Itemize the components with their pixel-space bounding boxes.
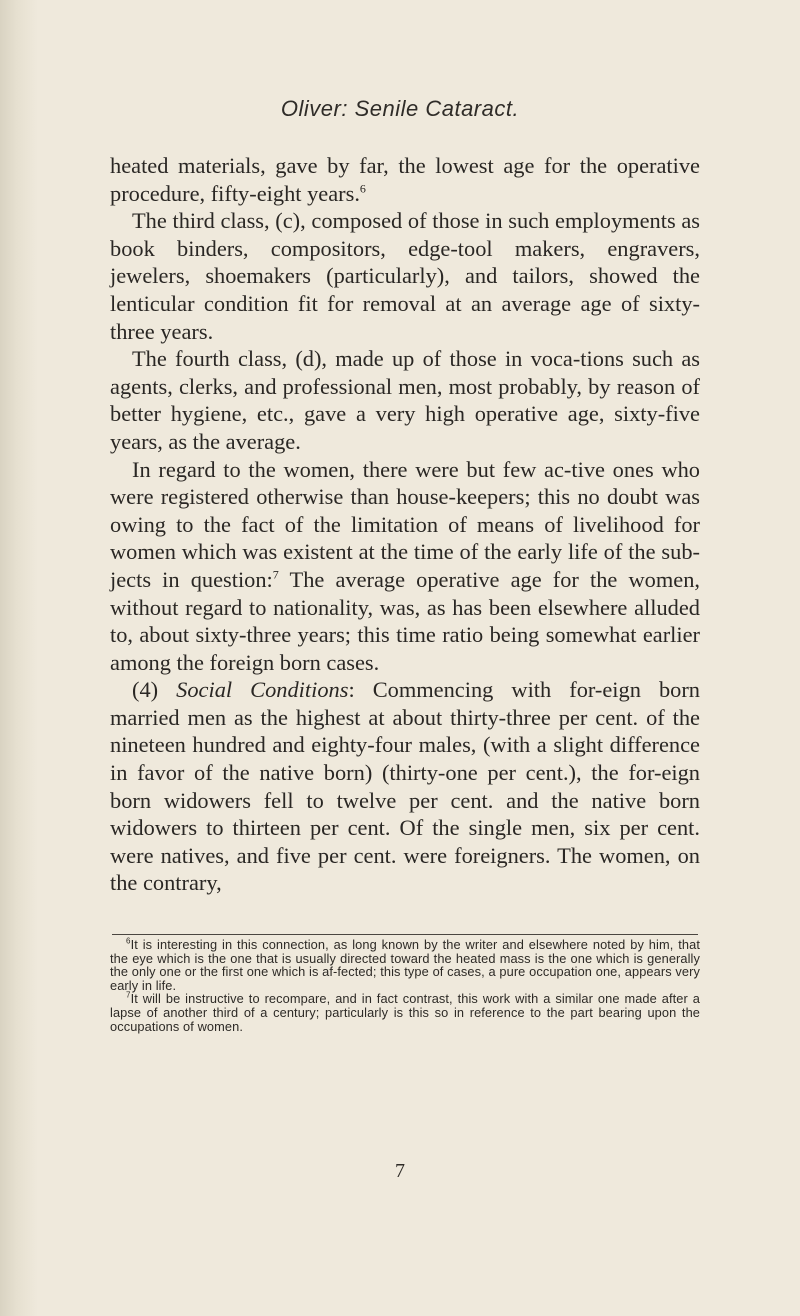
page-number: 7 (395, 1160, 405, 1182)
section-number: (4) (132, 677, 177, 703)
body-text (110, 152, 700, 897)
paragraph-text: : Commencing with for-eign born married men as the highest at about thirty-three per cent. of the nineteen hundred and eighty-four males, (with a slight difference in favor of the native born) (thirty-one per cent.), the for-eign born widowers fell to twelve per cent. and the native born widowers to thirteen per cent. Of the single men, six per cent. were natives, and five per cent. were foreigners. The women, on the contrary, (110, 677, 700, 896)
paragraph-third-class (110, 207, 700, 345)
footnote-mark: 6 (126, 936, 131, 946)
footnote-rule (112, 934, 698, 935)
footnote-ref-7: 7 (272, 567, 279, 582)
footnote-ref-6: 6 (359, 181, 366, 196)
paragraph-text: The third class, (c), composed of those in such employments as book binders, compositors, edge-tool makers, engravers, jewelers, shoemakers (particularly), and tailors, showed the lenticular condition fit for removal at an average age of sixty-three years. (110, 208, 700, 344)
paragraph-women (110, 456, 700, 677)
page-shadow-edge (0, 0, 38, 1316)
footnote-mark: 7 (126, 991, 131, 1001)
paragraph-text: In regard to the women, there were but few ac-tive ones who were registered otherwise than house-keepers; this no doubt was owing to the fact of the limitation of means of livelihood for women which was existent at the time of the early life of the sub-jects in question: (110, 456, 700, 592)
footnotes (110, 938, 700, 1033)
running-head: Oliver: Senile Cataract. (280, 96, 520, 121)
section-heading: Social Conditions (176, 677, 349, 703)
paragraph-continuation (110, 152, 700, 207)
footnote-6 (110, 938, 700, 992)
paragraph-text: The fourth class, (d), made up of those in voca-tions such as agents, clerks, and professional men, most probably, by reason of better hygiene, etc., gave a very high operative age, sixty-five years, as the average. (110, 346, 700, 454)
paragraph-text: The average operative age for the women, without regard to nationality, was, as has been elsewhere alluded to, about sixty-three years; this time ratio being somewhat earlier among the foreign born cases. (110, 566, 700, 675)
footnote-text: It is interesting in this connection, as long known by the writer and elsewhere noted by him, that the eye which is the one that is usually directed toward the heated mass is the one which is generally the only one or the first one which is af-fected; this type of cases, a pure occupation one, appears very early in life. (110, 937, 700, 993)
paragraph-fourth-class (110, 345, 700, 455)
paragraph-social-conditions (110, 676, 700, 897)
footnote-text: It will be instructive to recompare, and in fact contrast, this work with a similar one made after a lapse of another third of a century; particularly is this so in reference to the part bearing upon the occupations of women. (110, 991, 700, 1034)
footnote-7 (110, 992, 700, 1033)
paragraph-text: heated materials, gave by far, the lowest age for the operative procedure, fifty-eight years. (110, 153, 700, 206)
